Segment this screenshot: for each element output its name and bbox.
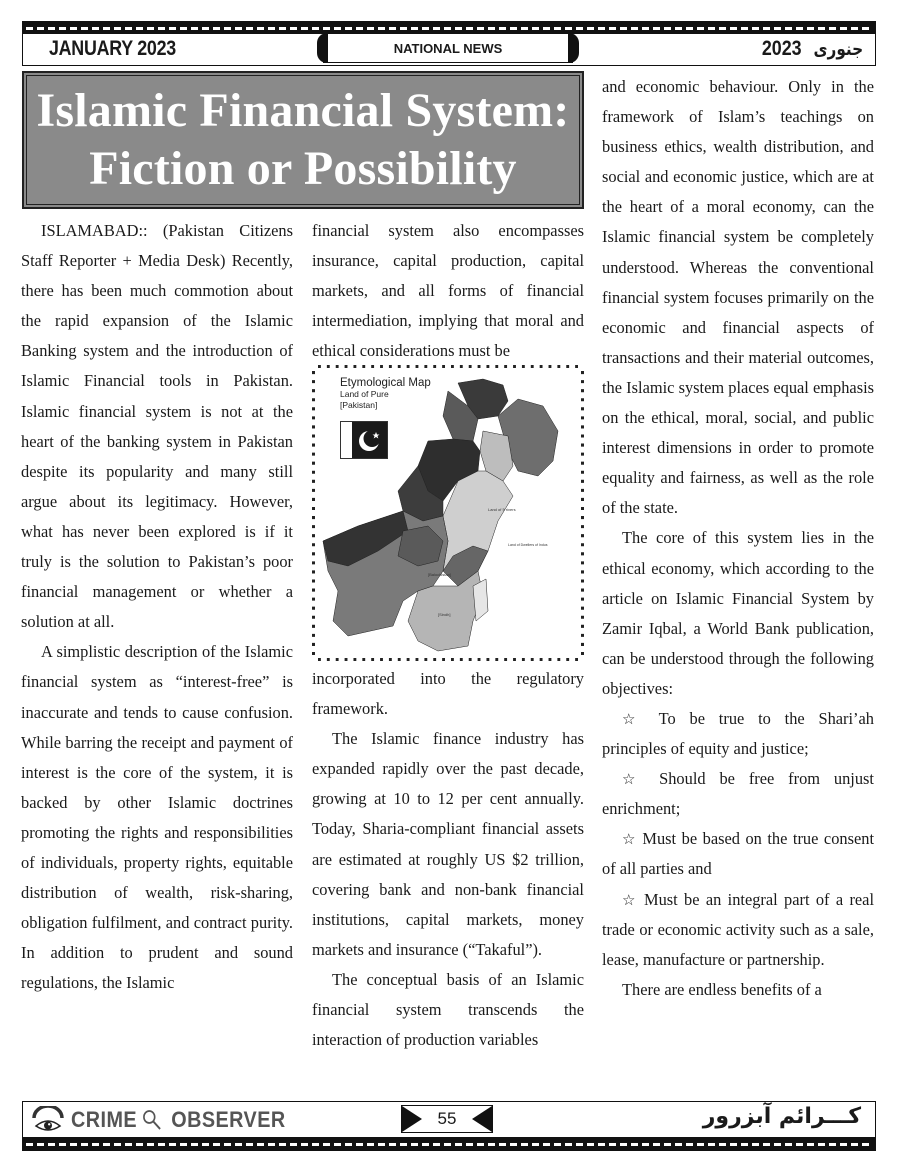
article-title-line2: Fiction or Possibility xyxy=(89,142,517,195)
article-title-box xyxy=(22,71,584,209)
paragraph: The Islamic finance industry has expanded rapidly over the past decade, growing at 10 to 12 per cent annually. Today, Sharia-compliant financial assets are estimated at roughly US $2 trillion, covering bank and non-bank financial institutions, capital markets, money markets and insurance (“Takaful”). xyxy=(312,729,584,959)
star-outline-icon: ☆ xyxy=(622,890,638,909)
paragraph: ISLAMABAD:: (Pakistan Citizens Staff Reporter + Media Desk) Recently, there has been much commotion about the rapid expansion of the Islamic Banking system and the introduction of Islamic Financial tools in Pakistan. Islamic financial system is not at the heart of the banking system in Pakistan despite its popularity and many still argue about its legitimacy. However, what has never been explored is if it truly is the solution to Pakistan’s poor financial management or whether a solution at all. xyxy=(21,221,293,632)
star-outline-icon: ☆ xyxy=(622,770,646,789)
star-outline-icon: ☆ xyxy=(622,830,637,849)
issue-date: JANUARY 2023 xyxy=(49,37,176,60)
brand-observer: OBSERVER xyxy=(171,1107,286,1132)
objective-item xyxy=(602,704,874,764)
map-subtitle: Land of Pure xyxy=(340,389,389,399)
objective-item xyxy=(602,885,874,975)
map-label-india: Land of Dwellers of Indus xyxy=(508,543,548,547)
publication-name-urdu: کـــرائم آبزرور xyxy=(702,1104,861,1129)
issue-year: 2023 xyxy=(761,37,802,60)
map-country: [Pakistan] xyxy=(340,400,378,410)
publication-logo xyxy=(31,1106,309,1134)
objective-text: Must be based on the true consent of all parties and xyxy=(602,829,874,879)
map-legend xyxy=(340,377,431,411)
page-header xyxy=(22,34,876,66)
article-column-2-bottom xyxy=(312,664,584,1055)
article-title-line1: Islamic Financial System: xyxy=(36,84,570,137)
eye-badge-icon xyxy=(31,1106,65,1134)
page-number-text: 55 xyxy=(437,1109,457,1128)
objective-item xyxy=(602,764,874,824)
star-outline-icon: ☆ xyxy=(622,709,646,728)
paragraph: incorporated into the regulatory framework. xyxy=(312,669,584,719)
article-column-3 xyxy=(602,72,874,1005)
pakistan-map-graphic xyxy=(318,371,578,655)
page-footer xyxy=(22,1101,876,1137)
map-region-thar xyxy=(473,579,488,621)
magnifier-icon xyxy=(142,1109,165,1131)
header-dashed-border xyxy=(22,21,876,35)
etymological-map-figure xyxy=(312,365,584,661)
article-column-1 xyxy=(21,216,293,998)
issue-month-urdu: جنوری xyxy=(813,38,863,60)
article-column-2-top xyxy=(312,216,584,366)
map-label-sindh: [Sindh] xyxy=(438,612,451,617)
paragraph: financial system also encompasses insurance, capital production, capital markets, and all forms of financial intermediation, implying that moral and ethical considerations must be xyxy=(312,221,584,361)
paragraph: The core of this system lies in the ethical economy, which according to the article on Islamic Financial System by Zamir Iqbal, a World Bank publication, can be understood through the following objectives: xyxy=(602,528,874,698)
objective-item xyxy=(602,824,874,884)
paragraph: The conceptual basis of an Islamic financial system transcends the interaction of production variables xyxy=(312,969,584,1050)
paragraph: There are endless benefits of a xyxy=(622,979,822,999)
pakistan-flag-icon xyxy=(340,421,388,459)
page-number xyxy=(401,1105,493,1133)
map-label-balochistan: [Balochistan] xyxy=(428,572,451,577)
section-label xyxy=(323,34,573,63)
objective-text: To be true to the Shari’ah principles of equity and justice; xyxy=(602,708,874,759)
map-title: Etymological Map xyxy=(340,377,431,389)
objective-text: Must be an integral part of a real trade or economic activity such as a sale, lease, manufacture or partnership. xyxy=(602,889,875,969)
issue-date-urdu xyxy=(762,37,863,61)
brand-crime: CRIME xyxy=(71,1107,138,1132)
section-label-text: NATIONAL NEWS xyxy=(393,40,503,56)
paragraph: A simplistic description of the Islamic financial system as “interest-free” is inaccurate and tends to cause confusion. While barring the receipt and payment of interest is the core of the system, it is backed by other Islamic doctrines promoting the rights and responsibilities of individuals, property rights, equitable distribution of wealth, risk-sharing, obligation fulfilment, and contract purity. In addition to prudent and sound regulations, the Islamic xyxy=(21,642,293,993)
paragraph: and economic behaviour. Only in the framework of Islam’s teachings on business ethics, wealth distribution, and social and economic justice, which are at the heart of a moral economy, can the Islamic financial system be completely understood. Whereas the conventional financial system focuses primarily on the economic and financial aspects of transactions and their material outcomes, the Islamic system places equal emphasis on the ethical, moral, social, and public interest dimensions in order to promote equality and fairness, as well as the role of the state. xyxy=(602,77,874,518)
footer-dashed-border xyxy=(22,1137,876,1151)
map-label-punjab: Land of 5 rivers xyxy=(488,507,516,512)
objective-text: Should be free from unjust enrichment; xyxy=(602,769,874,819)
